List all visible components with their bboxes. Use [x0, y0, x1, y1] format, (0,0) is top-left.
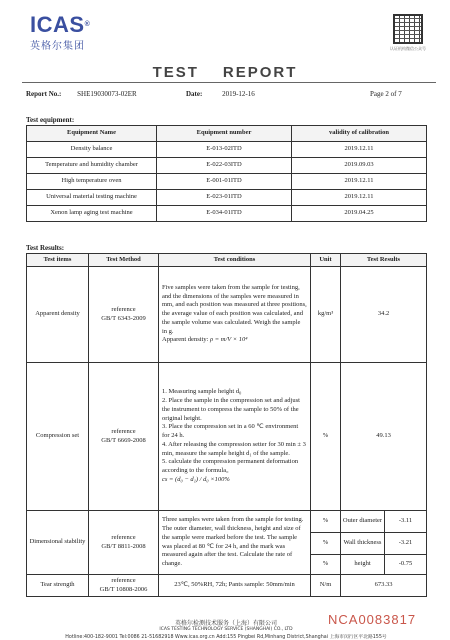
test-conditions: 23℃, 50%RH, 72h; Pants sample: 50mm/min	[159, 575, 311, 597]
calibration-date: 2019.12.11	[292, 174, 427, 190]
compression-formula: cs = (d₀ − d₁) / d₀ ×100%	[162, 475, 230, 483]
condition-step: 4. After releasing the compression setter for 30 min ± 3 min, measure the sample height d₁ of the sample.	[162, 440, 306, 457]
test-method	[89, 511, 159, 575]
column-header: Unit	[311, 254, 341, 267]
test-result: 34.2	[341, 267, 427, 363]
table-row	[27, 575, 427, 597]
method-standard: GB/T 10808-2006	[99, 585, 148, 593]
serial-stamp: NCA0083817	[328, 612, 417, 627]
table-row	[27, 190, 427, 206]
table-row	[27, 267, 427, 363]
equipment-number: E-034-01ITD	[157, 206, 292, 222]
test-item: Tear strength	[27, 575, 89, 597]
page-footer	[26, 618, 426, 640]
table-row	[27, 142, 427, 158]
table-row	[27, 174, 427, 190]
title-word-report: REPORT	[222, 64, 298, 81]
column-header: Test conditions	[159, 254, 311, 267]
registered-mark: ®	[84, 21, 91, 28]
unit: %	[311, 555, 341, 575]
qr-code-icon	[393, 14, 423, 44]
test-method	[89, 267, 159, 363]
calibration-date: 2019.12.11	[292, 142, 427, 158]
logo-text: ICAS	[30, 12, 85, 37]
test-item: Compression set	[27, 363, 89, 511]
unit: %	[311, 533, 341, 555]
condition-step: 1. Measuring sample height d₀	[162, 388, 242, 396]
condition-step: 2. Place the sample in the compression set and adjust the instrument to compress the sample to 50% of the original height.	[162, 397, 300, 422]
formula-expression: ρ = m/V × 10⁴	[210, 336, 248, 344]
condition-step: 5. calculate the compression permanent deformation according to the formula。	[162, 458, 299, 475]
density-formula	[162, 336, 307, 345]
report-number	[26, 90, 137, 98]
calibration-date: 2019.04.25	[292, 206, 427, 222]
equipment-name: High temperature oven	[27, 174, 157, 190]
unit: kg/m³	[311, 267, 341, 363]
measure-label: height	[341, 555, 385, 575]
calibration-date: 2019.12.11	[292, 190, 427, 206]
column-header: Test items	[27, 254, 89, 267]
equipment-number: E-013-02ITD	[157, 142, 292, 158]
table-row	[27, 158, 427, 174]
test-item: Dimensional stability	[27, 511, 89, 575]
results-heading: Test Results:	[26, 244, 65, 252]
test-result: 673.33	[341, 575, 427, 597]
report-date-value: 2019-12-16	[222, 90, 255, 98]
equipment-number: E-023-01ITD	[157, 190, 292, 206]
test-result: -3.21	[385, 533, 427, 555]
test-item: Apparent density	[27, 267, 89, 363]
test-conditions	[159, 363, 311, 511]
page-title	[0, 64, 450, 81]
report-date-label: Date:	[186, 90, 203, 98]
equipment-number: E-001-01ITD	[157, 174, 292, 190]
test-conditions: Three samples were taken from the sample for testing. The outer diameter, wall thickness, height and size of the sample were marked before the test. The sample was placed at 80 ℃ for 24 h, and the mark was measured again after the test. Calculate the rate of change.	[159, 511, 311, 575]
table-row	[27, 206, 427, 222]
unit: %	[311, 363, 341, 511]
title-divider	[22, 82, 436, 83]
column-header: Test Method	[89, 254, 159, 267]
equipment-name: Temperature and humidity chamber	[27, 158, 157, 174]
test-method	[89, 363, 159, 511]
test-conditions	[159, 267, 311, 363]
test-result: -3.11	[385, 511, 427, 533]
logo-chinese-name: 英格尔集团	[30, 41, 85, 52]
method-reference: reference	[111, 576, 136, 584]
unit: N/m	[311, 575, 341, 597]
column-header: Equipment Name	[27, 126, 157, 142]
column-header: validity of calibration	[292, 126, 427, 142]
method-standard: GB/T 6669-2008	[101, 436, 146, 444]
company-logo	[30, 14, 90, 52]
formula-label: Apparent density:	[162, 336, 209, 344]
method-standard: GB/T 8811-2008	[101, 542, 146, 550]
title-word-test: TEST	[152, 64, 199, 81]
column-header: Test Results	[341, 254, 427, 267]
method-standard: GB/T 6343-2009	[101, 314, 146, 322]
report-number-value: SHE19030073-02ER	[77, 90, 137, 98]
results-table	[26, 253, 427, 597]
equipment-name: Density balance	[27, 142, 157, 158]
conditions-text: Five samples were taken from the sample for testing, and the dimensions of the samples were measured in mm, and each position was measured at three positions, the average value of each position was calculated, and the sample volume was calculated. Weigh the sample in g.	[162, 283, 307, 335]
method-reference: reference	[111, 427, 136, 435]
equipment-name: Xenon lamp aging test machine	[27, 206, 157, 222]
equipment-heading: Test equipment:	[26, 116, 75, 124]
table-row	[27, 511, 427, 533]
page-number: Page 2 of 7	[370, 90, 402, 98]
column-header: Equipment number	[157, 126, 292, 142]
calibration-date: 2019.09.03	[292, 158, 427, 174]
measure-label: Wall thickness	[341, 533, 385, 555]
method-reference: reference	[111, 305, 136, 313]
footer-company-cn: 英格尔检测技术服务（上海）有限公司	[174, 620, 277, 627]
equipment-header-row	[27, 126, 427, 142]
equipment-table	[26, 125, 427, 222]
footer-contact-info: Hotline:400-182-9001 Tel:0086 21-51682918 Www.icas.org.cn Add:155 Pingbei Rd,Minhang District,Shanghai 上海市闵行区平北路155号	[65, 635, 387, 640]
equipment-number: E-022-03ITD	[157, 158, 292, 174]
unit: %	[311, 511, 341, 533]
test-result: 49.13	[341, 363, 427, 511]
method-reference: reference	[111, 533, 136, 541]
footer-company-en: ICAS TESTING TECHNOLOGY SERVICE (SHANGHAI) CO., LTD	[159, 627, 293, 632]
test-result: -0.75	[385, 555, 427, 575]
test-method	[89, 575, 159, 597]
report-number-label: Report No.:	[26, 90, 62, 98]
report-date	[186, 90, 255, 98]
results-header-row	[27, 254, 427, 267]
table-row	[27, 363, 427, 511]
measure-label: Outer diameter	[341, 511, 385, 533]
equipment-name: Universal material testing machine	[27, 190, 157, 206]
condition-step: 3. Place the compression set in a 60 ℃ environment for 24 h.	[162, 423, 299, 440]
qr-caption: 认证机构微信公众号	[390, 46, 426, 51]
